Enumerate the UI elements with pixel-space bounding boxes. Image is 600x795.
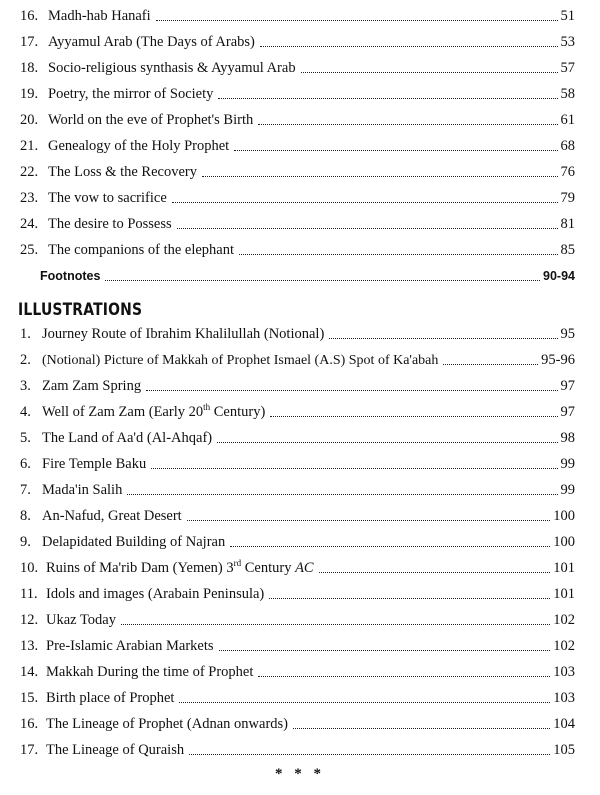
entry-page: 100 — [553, 508, 575, 524]
entry-title: The vow to sacrifice — [48, 190, 167, 206]
entry-title: Birth place of Prophet — [46, 690, 175, 706]
entry-page: 102 — [553, 638, 575, 654]
dot-leader — [172, 198, 558, 203]
entry-page: 61 — [560, 112, 575, 128]
dot-leader — [234, 146, 557, 151]
entry-title: Idols and images (Arabain Peninsula) — [46, 586, 265, 602]
illustration-entry — [20, 428, 575, 448]
illustration-entry — [20, 454, 575, 474]
entry-title — [46, 558, 316, 578]
entry-title: (Notional) Picture of Makkah of Prophet Ismael (A.S) Spot of Ka'abah — [42, 353, 439, 368]
dot-leader — [177, 224, 558, 229]
entry-title: The companions of the elephant — [48, 242, 235, 258]
toc-footnotes-entry — [20, 266, 575, 286]
toc-entry: 20. World on the eve of Prophet's Birth 61 — [20, 112, 575, 128]
dot-leader — [260, 42, 558, 47]
dot-leader — [219, 646, 551, 651]
illustrations-heading: ILLUSTRATIONS — [18, 300, 143, 320]
dot-leader — [329, 334, 557, 339]
dot-leader — [230, 542, 550, 547]
entry-number: 14. — [20, 664, 39, 680]
entry-title: Fire Temple Baku — [42, 456, 147, 472]
illustration-entry — [20, 714, 575, 734]
entry-page: 79 — [560, 190, 575, 206]
dot-leader — [293, 724, 550, 729]
entry-page: 105 — [553, 742, 575, 758]
entry-page: 51 — [560, 8, 575, 24]
toc-entry: 16. Madh-hab Hanafi 51 — [20, 8, 575, 24]
entry-title: The Lineage of Quraish — [46, 742, 185, 758]
entry-title: The desire to Possess — [48, 216, 172, 232]
entry-title: Ayyamul Arab (The Days of Arabs) — [48, 34, 255, 50]
illustration-entry — [20, 688, 575, 708]
dot-leader — [187, 516, 551, 521]
entry-page: 100 — [553, 534, 575, 550]
entry-page: 101 — [553, 560, 575, 576]
footnotes-page: 90-94 — [543, 269, 575, 283]
illustration-entry — [20, 740, 575, 760]
entry-page: 97 — [560, 404, 575, 420]
entry-number: 6. — [20, 456, 31, 472]
entry-page: 57 — [560, 60, 575, 76]
entry-page: 76 — [560, 164, 575, 180]
entry-number: 7. — [20, 482, 31, 498]
entry-title: Socio-religious synthasis & Ayyamul Arab — [48, 60, 296, 76]
entry-title: An-Nafud, Great Desert — [42, 508, 182, 524]
entry-title: The Loss & the Recovery — [48, 164, 197, 180]
era-abbreviation: AC — [295, 560, 314, 576]
entry-number: 12. — [20, 612, 39, 628]
entry-title — [42, 402, 267, 422]
entry-page: 102 — [553, 612, 575, 628]
title-text: Century — [241, 560, 296, 576]
entry-page: 95 — [560, 326, 575, 342]
illustration-entry — [20, 532, 575, 552]
entry-title: Madh-hab Hanafi — [48, 8, 151, 24]
entry-number: 15. — [20, 690, 39, 706]
illustration-entry — [20, 480, 575, 500]
dot-leader — [189, 750, 550, 755]
entry-title: The Land of Aa'd (Al-Ahqaf) — [42, 430, 213, 446]
toc-entry: 22. The Loss & the Recovery 76 — [20, 164, 575, 180]
title-text: Well of Zam Zam (Early 20 — [42, 404, 204, 420]
dot-leader — [202, 172, 558, 177]
dot-leader — [258, 672, 550, 677]
entry-page: 103 — [553, 690, 575, 706]
entry-title: Pre-Islamic Arabian Markets — [46, 638, 214, 654]
ordinal-suffix: th — [203, 402, 211, 413]
dot-leader — [127, 490, 557, 495]
entry-number: 10. — [20, 560, 39, 576]
dot-leader — [239, 250, 557, 255]
toc-entry: 25. The companions of the elephant 85 — [20, 242, 575, 258]
end-mark: * * * — [275, 766, 325, 782]
entry-number: 1. — [20, 326, 31, 342]
dot-leader — [270, 412, 557, 417]
toc-entry: 18. Socio-religious synthasis & Ayyamul Arab 57 — [20, 60, 575, 76]
illustration-entry — [20, 402, 575, 422]
entry-page: 104 — [553, 716, 575, 732]
entry-title: Mada'in Salih — [42, 482, 123, 498]
entry-title: World on the eve of Prophet's Birth — [48, 112, 254, 128]
toc-entry: 24. The desire to Possess 81 — [20, 216, 575, 232]
entry-page: 81 — [560, 216, 575, 232]
dot-leader — [151, 464, 557, 469]
entry-page: 85 — [560, 242, 575, 258]
dot-leader — [105, 276, 540, 281]
entry-number: 16. — [20, 716, 39, 732]
entry-title: Zam Zam Spring — [42, 378, 142, 394]
dot-leader — [179, 698, 550, 703]
entry-number: 13. — [20, 638, 39, 654]
entry-number: 4. — [20, 404, 31, 420]
toc-entry: 19. Poetry, the mirror of Society 58 — [20, 86, 575, 102]
toc-entry: 17. Ayyamul Arab (The Days of Arabs) 53 — [20, 34, 575, 50]
toc-entry: 21. Genealogy of the Holy Prophet 68 — [20, 138, 575, 154]
footnotes-title: Footnotes — [40, 269, 101, 283]
illustration-entry — [20, 662, 575, 682]
dot-leader — [121, 620, 550, 625]
dot-leader — [269, 594, 550, 599]
entry-page: 97 — [560, 378, 575, 394]
illustration-entry — [20, 636, 575, 656]
entry-title: Journey Route of Ibrahim Khalilullah (Notional) — [42, 326, 325, 342]
dot-leader — [146, 386, 557, 391]
entry-page: 68 — [560, 138, 575, 154]
ordinal-suffix: rd — [233, 558, 242, 569]
illustration-entry — [20, 376, 575, 396]
entry-page: 98 — [560, 430, 575, 446]
entry-title: Delapidated Building of Najran — [42, 534, 226, 550]
entry-title: Makkah During the time of Prophet — [46, 664, 254, 680]
toc-entry: 23. The vow to sacrifice 79 — [20, 190, 575, 206]
entry-number: 11. — [20, 586, 38, 602]
entry-number: 9. — [20, 534, 31, 550]
illustration-entry — [20, 610, 575, 630]
entry-title: Genealogy of the Holy Prophet — [48, 138, 230, 154]
entry-number: 5. — [20, 430, 31, 446]
entry-title: The Lineage of Prophet (Adnan onwards) — [46, 716, 288, 732]
dot-leader — [258, 120, 557, 125]
entry-page: 101 — [553, 586, 575, 602]
illustration-entry — [20, 558, 575, 578]
dot-leader — [217, 438, 557, 443]
entry-title: Poetry, the mirror of Society — [48, 86, 214, 102]
entry-title: Ukaz Today — [46, 612, 116, 628]
dot-leader — [301, 68, 558, 73]
illustration-entry — [20, 350, 575, 370]
title-text: Ruins of Ma'rib Dam (Yemen) 3 — [46, 560, 234, 576]
dot-leader — [319, 568, 551, 573]
entry-page: 53 — [560, 34, 575, 50]
illustration-entry — [20, 324, 575, 344]
dot-leader — [218, 94, 557, 99]
entry-number: 17. — [20, 742, 39, 758]
entry-page: 99 — [560, 482, 575, 498]
entry-page: 95-96 — [541, 352, 575, 368]
entry-number: 2. — [20, 352, 31, 368]
entry-page: 58 — [560, 86, 575, 102]
dot-leader — [443, 360, 538, 365]
illustration-entry — [20, 506, 575, 526]
entry-number: 3. — [20, 378, 31, 394]
illustration-entry — [20, 584, 575, 604]
title-text: Century) — [210, 404, 266, 420]
dot-leader — [156, 16, 558, 21]
entry-page: 99 — [560, 456, 575, 472]
entry-page: 103 — [553, 664, 575, 680]
entry-number: 8. — [20, 508, 31, 524]
